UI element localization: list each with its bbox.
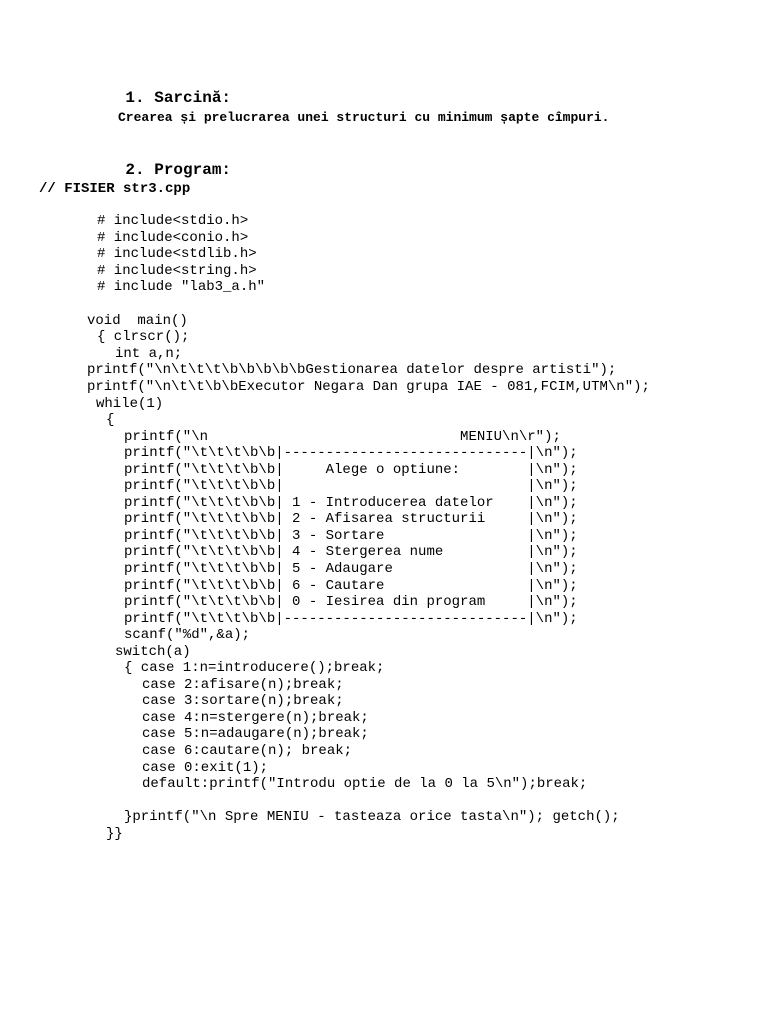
- code-line: printf("\n MENIU\n\r");: [124, 429, 561, 445]
- section-number: 2.: [125, 161, 145, 179]
- section-title: Sarcină:: [154, 89, 232, 107]
- code-line: # include<conio.h>: [97, 230, 249, 246]
- code-line: printf("\t\t\t\b\b|-----------------------------|\n");: [124, 611, 578, 627]
- code-line: printf("\t\t\t\b\b| 4 - Stergerea nume |\n");: [124, 544, 578, 560]
- code-line: # include<string.h>: [97, 263, 257, 279]
- code-line: }printf("\n Spre MENIU - tasteaza orice tasta\n"); getch();: [124, 809, 620, 825]
- code-line: # include<stdlib.h>: [97, 246, 257, 262]
- code-line: printf("\t\t\t\b\b| 1 - Introducerea datelor |\n");: [124, 495, 578, 511]
- code-line: printf("\t\t\t\b\b| Alege o optiune: |\n");: [124, 462, 578, 478]
- code-line: while(1): [96, 396, 164, 412]
- code-line: scanf("%d",&a);: [124, 627, 251, 643]
- code-line: switch(a): [115, 644, 191, 660]
- code-line: case 5:n=adaugare(n);break;: [142, 726, 369, 742]
- code-line: case 4:n=stergere(n);break;: [142, 710, 369, 726]
- code-line: void main(): [87, 313, 188, 329]
- code-line: case 6:cautare(n); break;: [142, 743, 353, 759]
- code-line: printf("\t\t\t\b\b| 5 - Adaugare |\n");: [124, 561, 578, 577]
- task-description: Crearea și prelucrarea unei structuri cu minimum șapte cîmpuri.: [118, 110, 610, 125]
- code-line: printf("\n\t\t\b\bExecutor Negara Dan grupa IAE - 081,FCIM,UTM\n");: [87, 379, 650, 395]
- code-line: }}: [106, 826, 123, 842]
- code-line: printf("\t\t\t\b\b|-----------------------------|\n");: [124, 445, 578, 461]
- code-line: printf("\t\t\t\b\b| 0 - Iesirea din program |\n");: [124, 594, 578, 610]
- code-line: case 3:sortare(n);break;: [142, 693, 344, 709]
- code-line: case 2:afisare(n);break;: [142, 677, 344, 693]
- section-title: Program:: [154, 161, 232, 179]
- code-line: { case 1:n=introducere();break;: [124, 660, 385, 676]
- code-line: printf("\t\t\t\b\b| |\n");: [124, 478, 578, 494]
- file-comment: // FISIER str3.cpp: [39, 181, 191, 197]
- section-number: 1.: [125, 89, 145, 107]
- code-line: printf("\t\t\t\b\b| 2 - Afisarea structurii |\n");: [124, 511, 578, 527]
- code-line: printf("\t\t\t\b\b| 3 - Sortare |\n");: [124, 528, 578, 544]
- code-line: {: [106, 412, 115, 428]
- code-line: printf("\t\t\t\b\b| 6 - Cautare |\n");: [124, 578, 578, 594]
- code-line: # include "lab3_a.h": [97, 279, 266, 295]
- code-line: printf("\n\t\t\t\b\b\b\b\bGestionarea datelor despre artisti");: [87, 362, 617, 378]
- code-line: # include<stdio.h>: [97, 213, 249, 229]
- code-line: default:printf("Introdu optie de la 0 la 5\n");break;: [142, 776, 588, 792]
- code-line: { clrscr();: [97, 329, 190, 345]
- code-line: int a,n;: [115, 346, 183, 362]
- code-line: case 0:exit(1);: [142, 760, 269, 776]
